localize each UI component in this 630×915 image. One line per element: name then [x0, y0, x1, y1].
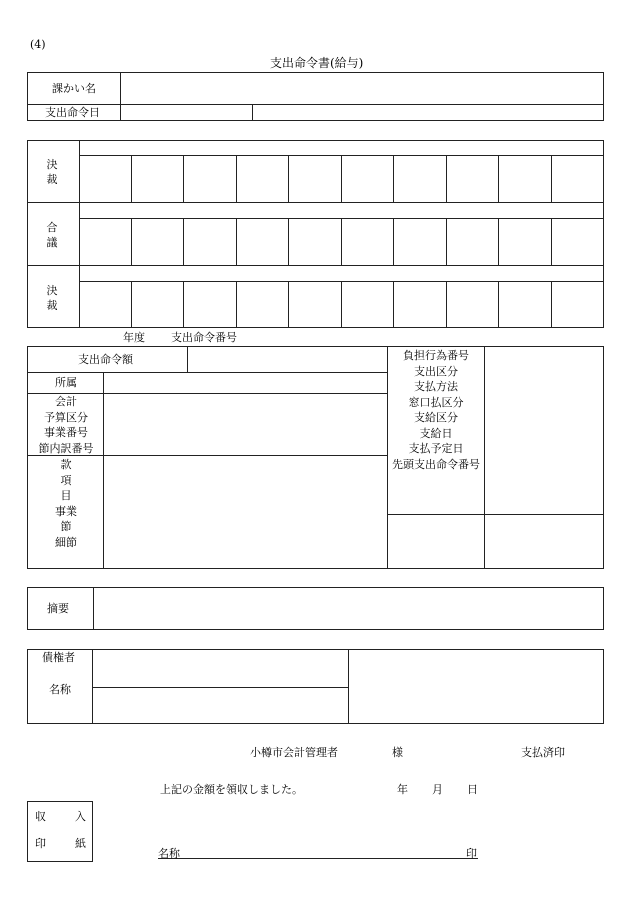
right-label-3: 窓口払区分	[408, 395, 464, 409]
account-label-kan: 款	[60, 458, 72, 471]
amount-label: 支出命令額	[78, 353, 133, 366]
stamp-char-shu: 収	[35, 810, 46, 823]
approval-cell-divider	[446, 218, 447, 265]
approval-cell-divider	[341, 155, 342, 202]
decision2-label: 決裁	[46, 284, 58, 312]
section-number: (4)	[30, 38, 46, 51]
stamp-char-nyu: 入	[75, 810, 86, 823]
approval-cell-divider	[498, 155, 499, 202]
consult-label: 合議	[46, 221, 58, 249]
summary-field[interactable]	[95, 589, 602, 628]
right-label-7: 先頭支出命令番号	[392, 457, 480, 471]
order-date-field[interactable]	[122, 106, 250, 120]
approval-cell-divider	[446, 155, 447, 202]
date-day-label: 日	[467, 783, 478, 796]
budget-label-setsu: 節内訳番号	[38, 441, 94, 455]
approval-cell-divider	[341, 218, 342, 265]
date-month-label: 月	[432, 783, 443, 796]
right-label-0: 負担行為番号	[403, 349, 469, 362]
approval-cell-divider	[183, 155, 184, 202]
right-label-6: 支払予定日	[408, 442, 464, 455]
approval-cell-divider	[551, 155, 552, 202]
budget-label-yosan: 予算区分	[44, 410, 88, 424]
received-text: 上記の金額を領収しました。	[160, 783, 303, 796]
paid-stamp-label: 支払済印	[521, 746, 565, 759]
right-label-4: 支給区分	[414, 411, 458, 424]
main-block	[27, 346, 604, 569]
year-label: 年度	[123, 331, 145, 344]
approval-cell-divider	[393, 218, 394, 265]
right-labels	[388, 348, 484, 472]
account-label-kou: 項	[60, 473, 72, 487]
budget-label-kaikei: 会計	[55, 395, 77, 408]
right-label-2: 支払方法	[414, 380, 458, 393]
approval-cell-divider	[393, 155, 394, 202]
approval-cell-divider	[288, 281, 289, 328]
approval-cell-divider	[393, 281, 394, 328]
date-year-label: 年	[397, 783, 408, 796]
dept-box	[27, 72, 604, 121]
creditor-label: 債権者	[42, 651, 75, 664]
right-label-1: 支出区分	[414, 364, 458, 378]
approval-cell-divider	[131, 155, 132, 202]
summary-label: 摘要	[47, 602, 69, 615]
approval-cell-divider	[236, 218, 237, 265]
account-label-setsu: 節	[60, 520, 72, 533]
account-label-moku: 目	[60, 489, 72, 502]
stamp-char-in: 印	[35, 837, 46, 850]
approval-cell-divider	[236, 281, 237, 328]
account-labels	[30, 457, 102, 550]
approval-cell-divider	[551, 281, 552, 328]
signature-name-label: 名称	[158, 847, 180, 860]
treasurer-text: 小樽市会計管理者	[250, 746, 338, 759]
sama-text: 様	[392, 746, 403, 759]
approval-cell-divider	[551, 218, 552, 265]
affiliation-label: 所属	[55, 376, 77, 389]
approval-cell-divider	[446, 281, 447, 328]
approval-cell-divider	[183, 281, 184, 328]
approval-cell-divider	[288, 218, 289, 265]
account-label-saisetsu: 細節	[55, 535, 77, 549]
approval-cell-divider	[498, 218, 499, 265]
stamp-char-shi: 紙	[75, 837, 86, 850]
budget-label-jigyo: 事業番号	[44, 426, 88, 439]
decision-label: 決裁	[46, 158, 58, 186]
approval-cell-divider	[131, 281, 132, 328]
dept-label: 課かい名	[52, 82, 96, 95]
approval-cell-divider	[341, 281, 342, 328]
form-title: 支出命令書(給与)	[270, 56, 364, 70]
right-label-5: 支給日	[419, 426, 453, 440]
account-label-jigyo: 事業	[55, 504, 77, 518]
approval-cell-divider	[236, 155, 237, 202]
approval-cell-divider	[183, 218, 184, 265]
approval-cell-divider	[498, 281, 499, 328]
approval-cell-divider	[288, 155, 289, 202]
budget-labels	[30, 394, 102, 456]
signature-line[interactable]	[158, 845, 478, 859]
signature-seal-label: 印	[466, 847, 477, 860]
order-number-label: 支出命令番号	[171, 331, 237, 344]
order-date-label: 支出命令日	[45, 106, 100, 119]
approval-cell-divider	[131, 218, 132, 265]
approval-grid	[27, 140, 604, 328]
creditor-name-label: 名称	[49, 683, 71, 696]
